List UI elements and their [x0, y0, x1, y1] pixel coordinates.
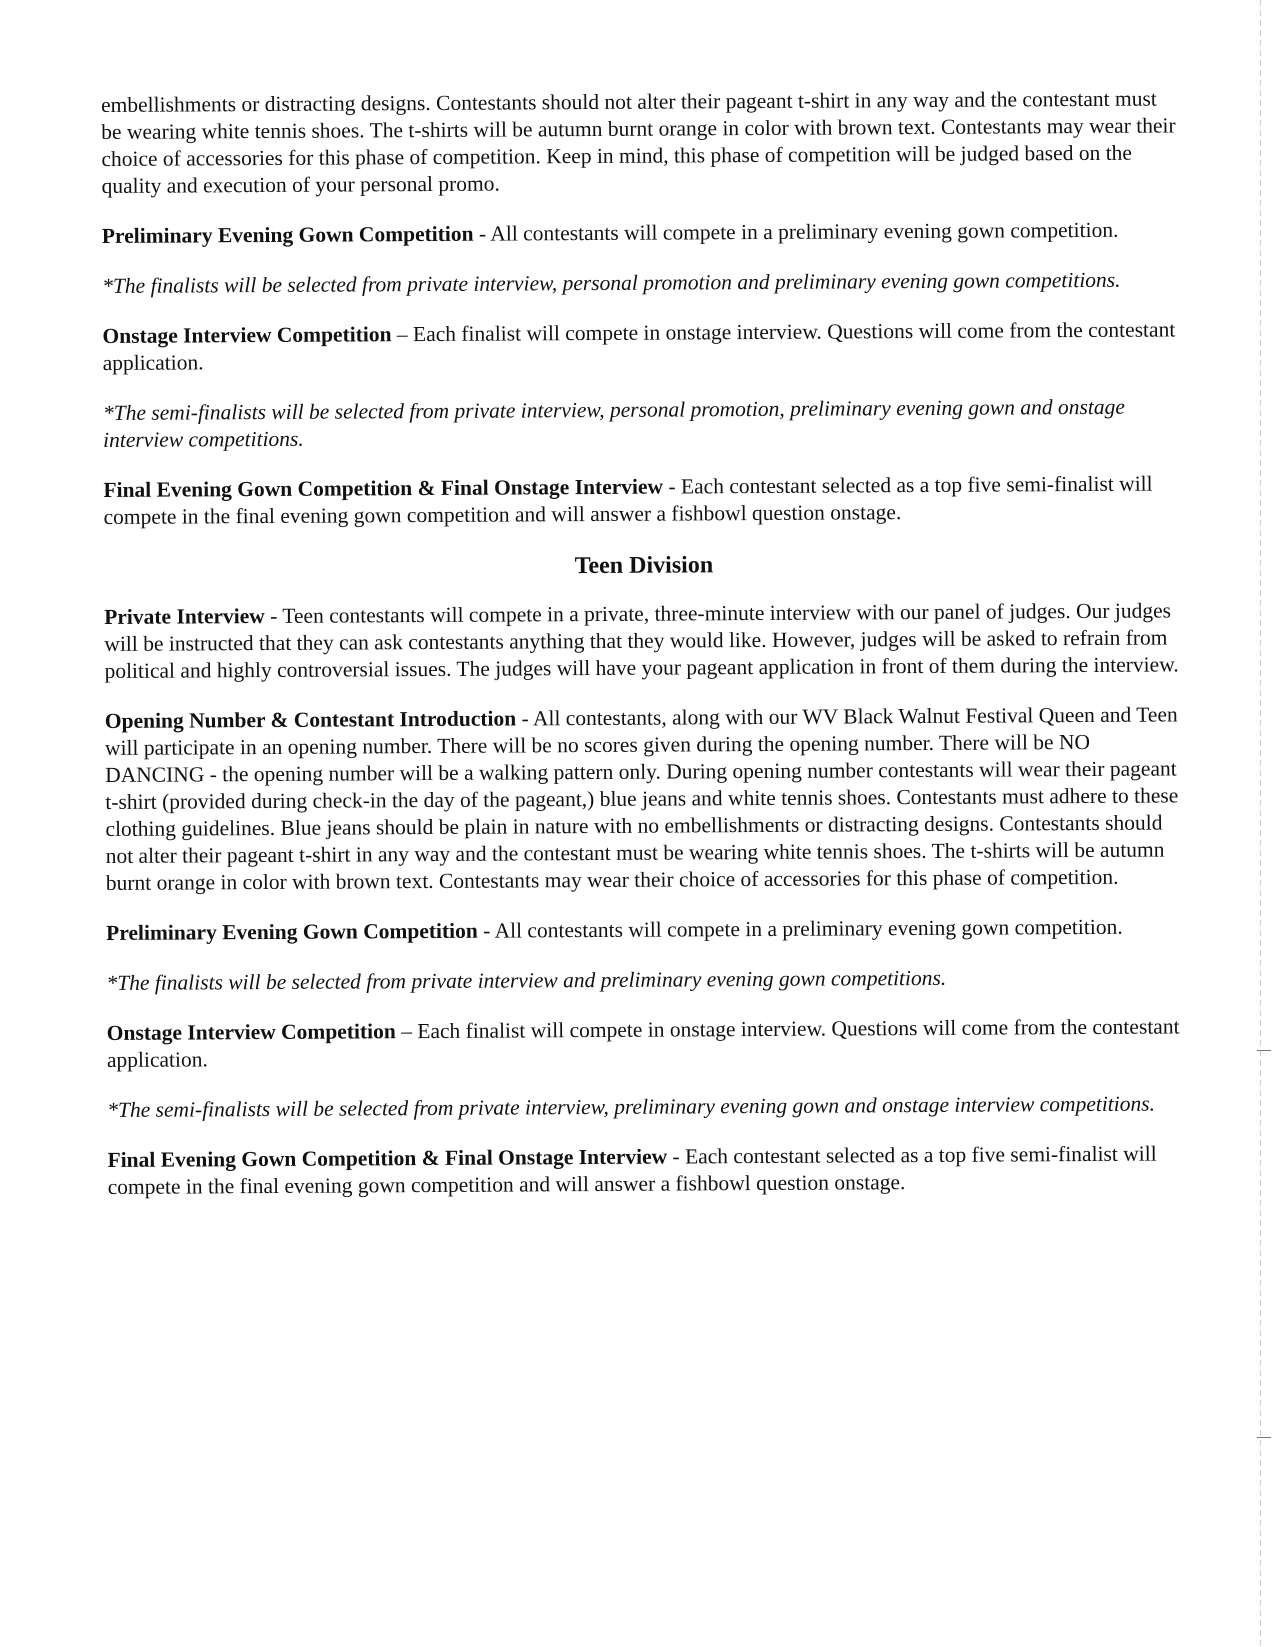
paragraph-teen-final-evening-gown: Final Evening Gown Competition & Final Onstage Interview - Each contestant selected as a top five semi-finalist will compete in the final evening gown competition and will answer a fishbowl question onstage. [107, 1141, 1157, 1199]
scan-edge-tick [1257, 1437, 1271, 1438]
paragraph-final-evening-gown: Final Evening Gown Competition & Final Onstage Interview - Each contestant selected as a top five semi-finalist will compete in the final evening gown competition and will answer a fishbowl question onstage. [103, 471, 1153, 529]
paragraph-clothing-guidelines: embellishments or distracting designs. Contestants should not alter their pageant t-shirt in any way and the contestant must be wearing white tennis shoes. The t-shirts will be autumn burnt orange in color with brown text. Contestants may wear their choice of accessories for this phase of competition. Keep in mind, this phase of competition will be judged based on the quality and execution of your personal promo. [101, 86, 1176, 198]
section-lead: Opening Number & Contestant Introduction [104, 706, 517, 733]
section-lead: Preliminary Evening Gown Competition [106, 918, 478, 945]
note-teen-semifinalists-selection: *The semi-finalists will be selected from private interview, preliminary evening gown and onstage interview competitions. [107, 1091, 1156, 1122]
section-lead: Final Evening Gown Competition & Final Onstage Interview [107, 1144, 668, 1172]
document-body [101, 85, 1188, 1224]
section-lead: Onstage Interview Competition [106, 1019, 396, 1045]
section-lead: Final Evening Gown Competition & Final Onstage Interview [103, 474, 664, 502]
paragraph-teen-onstage-interview: Onstage Interview Competition – Each finalist will compete in onstage interview. Questions will come from the contestant application. [106, 1014, 1180, 1072]
section-lead: Preliminary Evening Gown Competition [101, 221, 474, 248]
paragraph-preliminary-evening-gown: Preliminary Evening Gown Competition - All contestants will compete in a preliminary evening gown competition. [101, 217, 1119, 248]
note-finalists-selection: *The finalists will be selected from private interview, personal promotion and preliminary evening gown competitions. [102, 267, 1121, 298]
scan-edge-artifact [1260, 0, 1261, 1647]
section-lead: Onstage Interview Competition [102, 322, 392, 348]
paragraph-onstage-interview: Onstage Interview Competition – Each finalist will compete in onstage interview. Questions will come from the contestant application. [102, 317, 1176, 375]
paragraph-opening-number: Opening Number & Contestant Introduction - All contestants, along with our WV Black Walnut Festival Queen and Teen will participate in an opening number. There will be no scores given during the opening number. There will be NO DANCING - the opening number will be a walking pattern only. During opening number contestants will wear their pageant t-shirt (provided during check-in the day of the pageant,) blue jeans and white tennis shoes. Contestants must adhere to these clothing guidelines. Blue jeans should be plain in nature with no embellishments or distracting designs. Contestants should not alter their pageant t-shirt in any way and the contestant must be wearing white tennis shoes. The t-shirts will be autumn burnt orange in color with brown text. Contestants may wear their choice of accessories for this phase of competition. [104, 702, 1179, 895]
note-semifinalists-selection: *The semi-finalists will be selected from private interview, personal promotion, preliminary evening gown and onstage interview competitions. [102, 394, 1125, 452]
paragraph-private-interview: Private Interview - Teen contestants will compete in a private, three-minute interview with our panel of judges. Our judges will be instructed that they can ask contestants anything that they would like. However, judges will be asked to refrain from political and highly controversial issues. The judges will have your pageant application in front of them during the interview. [104, 598, 1179, 683]
section-lead: Private Interview [104, 604, 265, 629]
section-heading-teen-division: Teen Division [574, 552, 714, 580]
note-teen-finalists-selection: *The finalists will be selected from private interview and preliminary evening gown competitions. [106, 965, 947, 995]
paragraph-teen-preliminary-evening-gown: Preliminary Evening Gown Competition - All contestants will compete in a preliminary evening gown competition. [106, 914, 1123, 945]
scan-edge-tick [1257, 1050, 1271, 1051]
